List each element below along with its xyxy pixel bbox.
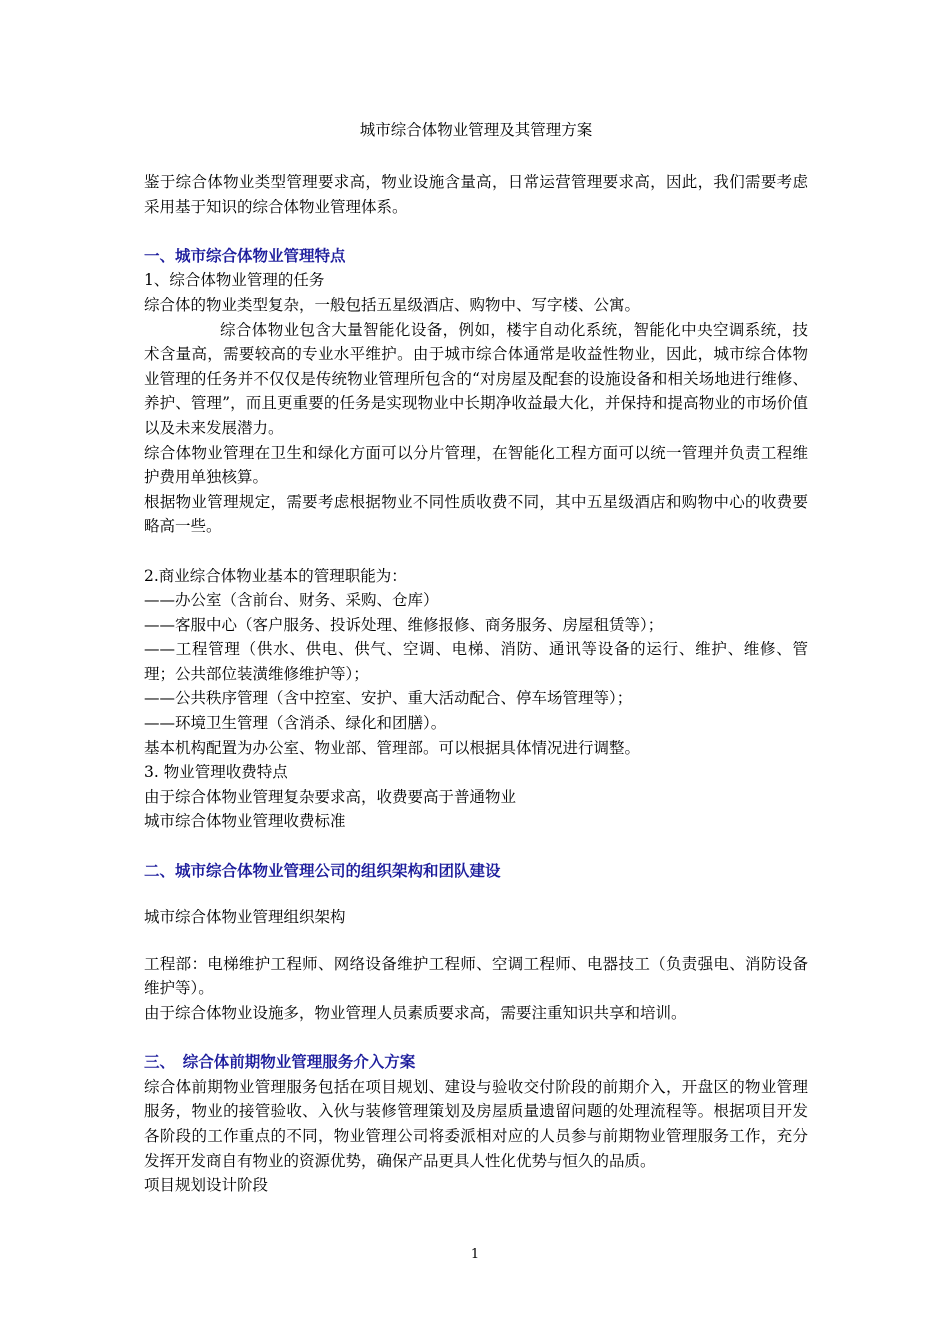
duty-item: ——办公室（含前台、财务、采购、仓库） xyxy=(144,591,439,610)
section1-subheading-3: 3. 物业管理收费特点 xyxy=(144,763,288,782)
section3-heading: 三、 综合体前期物业管理服务介入方案 xyxy=(144,1053,416,1072)
section2-paragraph-3: 由于综合体物业设施多，物业管理人员素质要求高，需要注重知识共享和培训。 xyxy=(144,1004,687,1022)
duty-item: ——环境卫生管理（含消杀、绿化和团膳）。 xyxy=(144,714,447,733)
page-number: 1 xyxy=(470,1247,480,1262)
document-title: 城市综合体物业管理及其管理方案 xyxy=(359,121,593,139)
section2-paragraph-1: 城市综合体物业管理组织架构 xyxy=(144,908,346,927)
section1-paragraph-6: 由于综合体物业管理复杂要求高，收费要高于普通物业 xyxy=(144,787,517,806)
section1-subheading-2: 2.商业综合体物业基本的管理职能为： xyxy=(144,566,407,585)
section2-paragraph-2: 工程部：电梯维护工程师、网络设备维护工程师、空调工程师、电器技工（负责强电、消防设备维护等）。 xyxy=(144,954,808,998)
section3-paragraph-1: 综合体前期物业管理服务包括在项目规划、建设与验收交付阶段的前期介入，开盘区的物业管理服务，物业的接管验收、入伙与装修管理策划及房屋质量遗留问题的处理流程等。根据项目开发各阶段的工作重点的不同，物业管理公司将委派相对应的人员参与前期物业管理服务工作，充分发挥开发商自有物业的资源优势，确保产品更具人性化优势与恒久的品质。 xyxy=(144,1077,808,1170)
section1-paragraph-1: 综合体的物业类型复杂，一般包括五星级酒店、购物中、写字楼、公寓。 xyxy=(144,295,641,314)
section1-paragraph-4: 根据物业管理规定，需要考虑根据物业不同性质收费不同，其中五星级酒店和购物中心的收费要略高一些。 xyxy=(144,492,808,536)
section1-paragraph-7: 城市综合体物业管理收费标准 xyxy=(144,812,346,831)
intro-paragraph: 鉴于综合体物业类型管理要求高，物业设施含量高，日常运营管理要求高，因此，我们需要考虑采用基于知识的综合体物业管理体系。 xyxy=(144,173,808,216)
duty-item: ——工程管理（供水、供电、供气、空调、电梯、消防、通讯等设备的运行、维护、维修、管理；公共部位装潢维修维护等）； xyxy=(144,640,808,683)
duty-item: ——客服中心（客户服务、投诉处理、维修报修、商务服务、房屋租赁等）； xyxy=(144,615,664,634)
section1-heading: 一、城市综合体物业管理特点 xyxy=(144,246,346,265)
section3-paragraph-2: 项目规划设计阶段 xyxy=(144,1176,269,1195)
section2-heading: 二、城市综合体物业管理公司的组织架构和团队建设 xyxy=(144,861,501,880)
section1-paragraph-2: 综合体物业包含大量智能化设备，例如，楼宇自动化系统，智能化中央空调系统，技术含量高，需要较高的专业水平维护。由于城市综合体通常是收益性物业，因此，城市综合体物业管理的任务并不仅仅是传统物业管理所包含的“对房屋及配套的设施设备和相关场地进行维修、养护、管理”，而且更重要的任务是实现物业中长期净收益最大化，并保持和提高物业的市场价值以及未来发展潜力。 xyxy=(144,320,808,437)
duty-item: ——公共秩序管理（含中控室、安护、重大活动配合、停车场管理等）； xyxy=(144,689,633,708)
document-page xyxy=(144,118,808,1198)
section1-paragraph-5: 基本机构配置为办公室、物业部、管理部。可以根据具体情况进行调整。 xyxy=(144,738,641,757)
section1-subheading-1: 1、综合体物业管理的任务 xyxy=(144,271,325,290)
section1-paragraph-3: 综合体物业管理在卫生和绿化方面可以分片管理，在智能化工程方面可以统一管理并负责工程维护费用单独核算。 xyxy=(144,443,808,487)
